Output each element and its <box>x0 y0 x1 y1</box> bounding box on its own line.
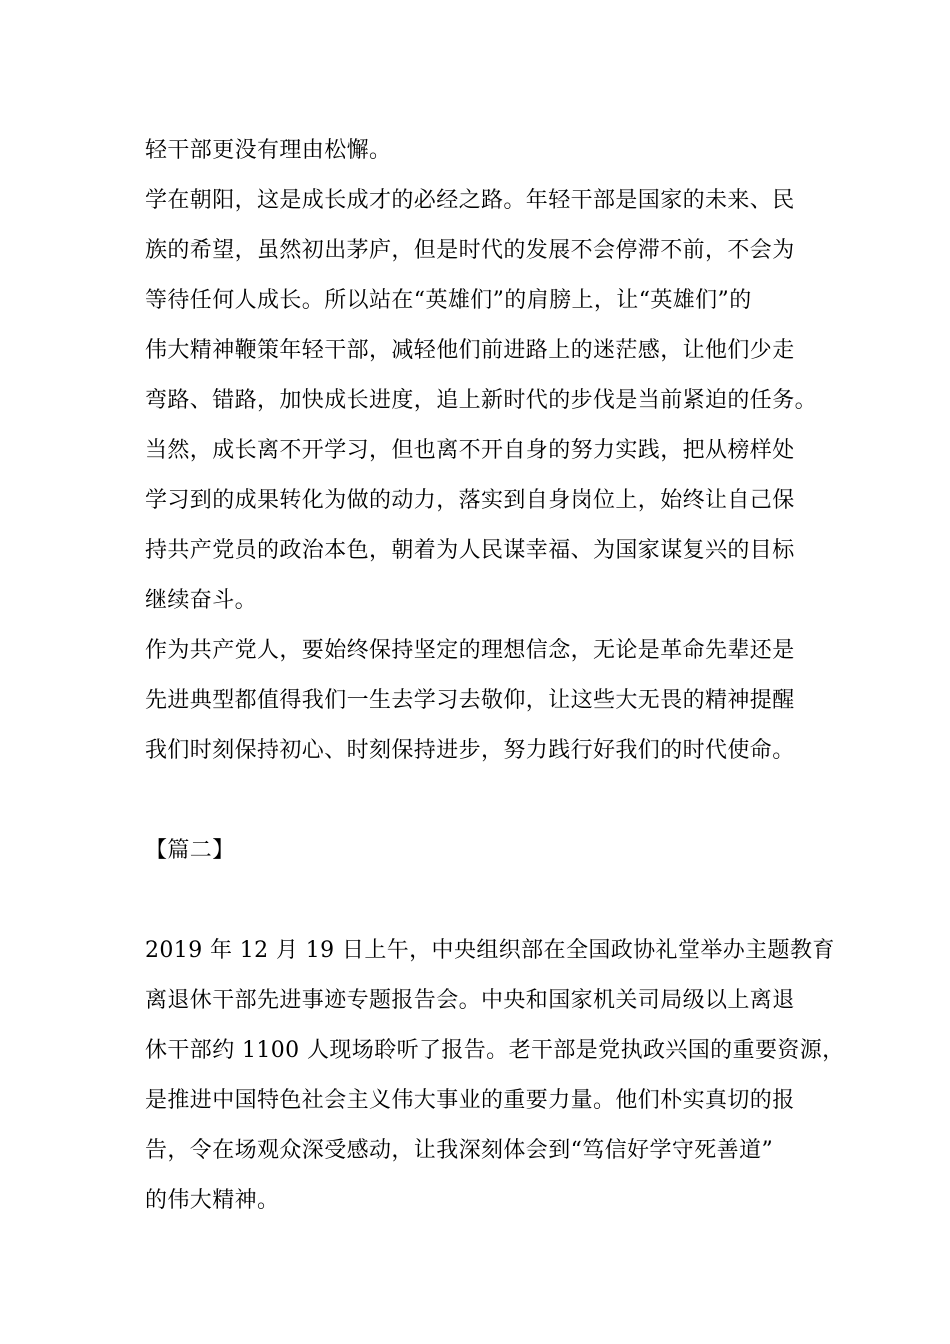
text-line: 先进典型都值得我们一生去学习去敬仰，让这些大无畏的精神提醒 <box>145 688 795 713</box>
text-line: 持共产党员的政治本色，朝着为人民谋幸福、为国家谋复兴的目标 <box>145 538 795 563</box>
text-line: 学在朝阳，这是成长成才的必经之路。年轻干部是国家的未来、民 <box>145 188 795 213</box>
text-line: 当然，成长离不开学习，但也离不开自身的努力实践，把从榜样处 <box>145 438 795 463</box>
text-line: 继续奋斗。 <box>145 588 258 613</box>
text-line: 轻干部更没有理由松懈。 <box>145 138 392 163</box>
text-line: 弯路、错路，加快成长进度，追上新时代的步伐是当前紧迫的任务。 <box>145 388 818 413</box>
text-line: 是推进中国特色社会主义伟大事业的重要力量。他们朴实真切的报 <box>145 1088 795 1113</box>
text-line: 作为共产党人，要始终保持坚定的理想信念，无论是革命先辈还是 <box>145 638 795 663</box>
text-line: 学习到的成果转化为做的动力，落实到自身岗位上，始终让自己保 <box>145 488 795 513</box>
text-line: 离退休干部先进事迹专题报告会。中央和国家机关司局级以上离退 <box>145 988 795 1013</box>
text-line: 的伟大精神。 <box>145 1188 280 1213</box>
text-line: 休干部约 1100 人现场聆听了报告。老干部是党执政兴国的重要资源， <box>145 1038 845 1063</box>
text-line: 伟大精神鞭策年轻干部，减轻他们前进路上的迷茫感，让他们少走 <box>145 338 795 363</box>
text-line: 告，令在场观众深受感动，让我深刻体会到“笃信好学守死善道” <box>145 1138 774 1163</box>
text-line: 族的希望，虽然初出茅庐，但是时代的发展不会停滞不前，不会为 <box>145 238 795 263</box>
section-heading: 【篇二】 <box>145 838 235 863</box>
text-line: 等待任何人成长。所以站在“英雄们”的肩膀上，让“英雄们”的 <box>145 288 752 313</box>
text-line: 2019 年 12 月 19 日上午，中央组织部在全国政协礼堂举办主题教育 <box>145 938 835 963</box>
text-line: 我们时刻保持初心、时刻保持进步，努力践行好我们的时代使命。 <box>145 738 795 763</box>
